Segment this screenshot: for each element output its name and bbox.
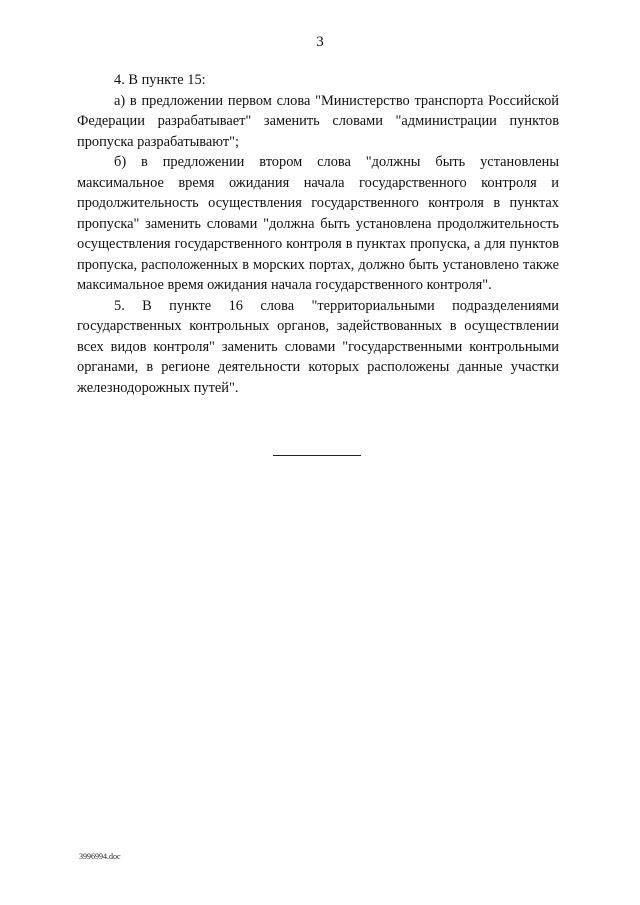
paragraph-subitem-b: б) в предложении втором слова "должны быть установлены максимальное время ожидания начала государственного контроля и продолжительность осуществления государственного контроля в пунктах пропуска" заменить словами "должна быть установлена продолжительность осуществления государственного контроля в пунктах пропуска, а для пунктов пропуска, расположенных в морских портах, должно быть установлено также максимальное время ожидания начала государственного контроля". — [77, 154, 559, 293]
end-separator-line — [273, 455, 361, 456]
footer-file-name: 3996994.doc — [79, 852, 121, 861]
document-body — [77, 70, 559, 398]
paragraph-item-5: 5. В пункте 16 слова "территориальными подразделениями государственных контрольных органов, задействованных в осуществлении всех видов контроля" заменить словами "государственными контрольными органами, в регионе деятельности которых расположены данные участки железнодорожных путей". — [77, 297, 559, 396]
page-number: 3 — [316, 34, 324, 50]
paragraph-item-4-heading: 4. В пункте 15: — [114, 72, 206, 88]
paragraph-subitem-a: а) в предложении первом слова "Министерство транспорта Российской Федерации разрабатывает" заменить словами "администрации пунктов пропуска разрабатывают"; — [77, 92, 559, 150]
